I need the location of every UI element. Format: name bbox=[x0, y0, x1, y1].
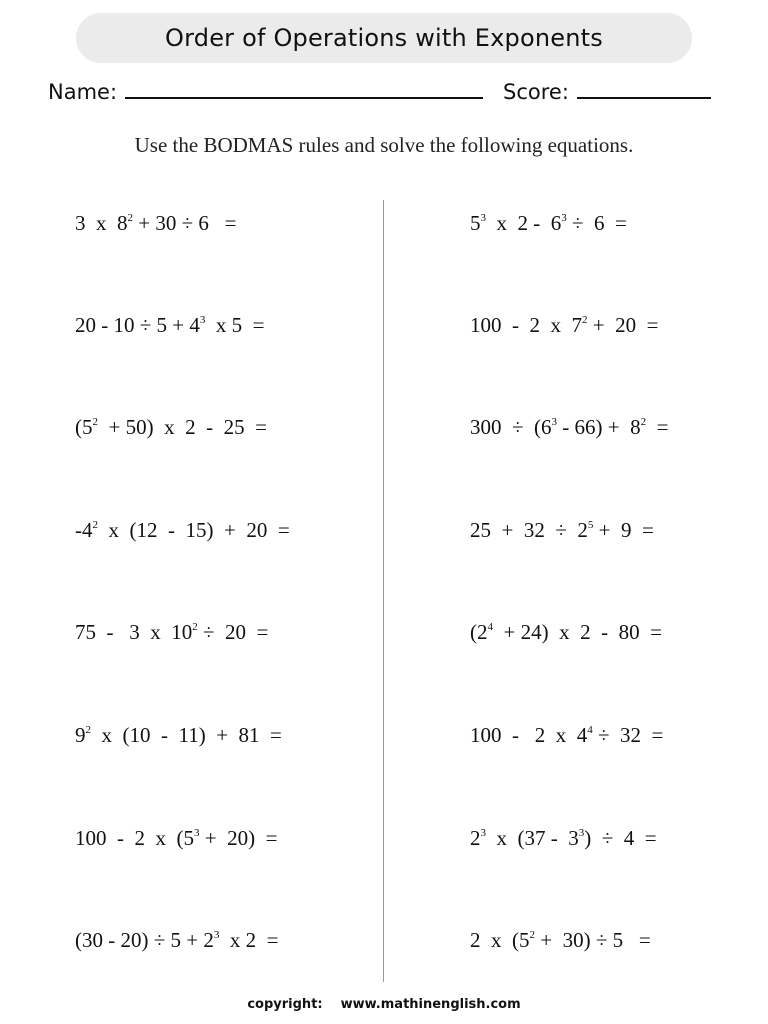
name-label: Name: bbox=[48, 80, 118, 104]
problem-left-2: $20 - 10 \div 5 + 4^3$ x 5 = bbox=[75, 313, 265, 337]
instructions: Use the BODMAS rules and solve the following equations. bbox=[134, 133, 634, 157]
problem-left-8: $(30 - 20) \div 5 + 2^3$ x 2 = bbox=[75, 928, 279, 952]
title-banner bbox=[76, 13, 692, 63]
problem-left-3: $(5^2 + 50)$ x 2 - 25 = bbox=[75, 415, 267, 439]
problem-right-4: $25 + 32 \div 2^5 + 9$ = bbox=[470, 518, 654, 542]
problem-right-2: 100 - 2 x $7^2 + 20$ = bbox=[470, 313, 659, 337]
score-blank-line[interactable] bbox=[577, 95, 711, 99]
name-field[interactable] bbox=[48, 74, 483, 104]
copyright-label: copyright: bbox=[247, 997, 323, 1012]
problem-left-6: $9^2$ x (10 - 11) + 81 = bbox=[75, 723, 282, 747]
problem-right-8: 2 x $(5^2 + 30) \div 5$ = bbox=[470, 928, 651, 952]
score-label: Score: bbox=[503, 80, 569, 104]
problem-left-4: $-4^2$ x (12 - 15) + 20 = bbox=[75, 518, 290, 542]
column-divider bbox=[383, 200, 384, 982]
score-field[interactable] bbox=[503, 74, 711, 104]
problem-right-1: $5^3$ x $2 - 6^3 \div 6$ = bbox=[470, 211, 627, 235]
problem-right-3: $300 \div (6^3 - 66) + 8^2$ = bbox=[470, 415, 669, 439]
name-blank-line[interactable] bbox=[125, 95, 483, 99]
problem-right-6: 100 - 2 x $4^4 \div 32$ = bbox=[470, 723, 664, 747]
problem-left-7: 100 - 2 x $(5^3 + 20)$ = bbox=[75, 826, 278, 850]
problem-right-5: $(2^4 + 24)$ x 2 - 80 = bbox=[470, 620, 662, 644]
footer-copyright bbox=[0, 997, 768, 1012]
problem-left-5: 75 - 3 x $10^2 \div 20$ = bbox=[75, 620, 269, 644]
problem-left-1: 3 x $8^2 + 30 \div 6$ = bbox=[75, 211, 237, 235]
problem-right-7: $2^3$ x $(37 - 3^3) \div 4$ = bbox=[470, 826, 657, 850]
copyright-site: www.mathinenglish.com bbox=[340, 997, 521, 1012]
page-title: Order of Operations with Exponents bbox=[165, 24, 603, 52]
